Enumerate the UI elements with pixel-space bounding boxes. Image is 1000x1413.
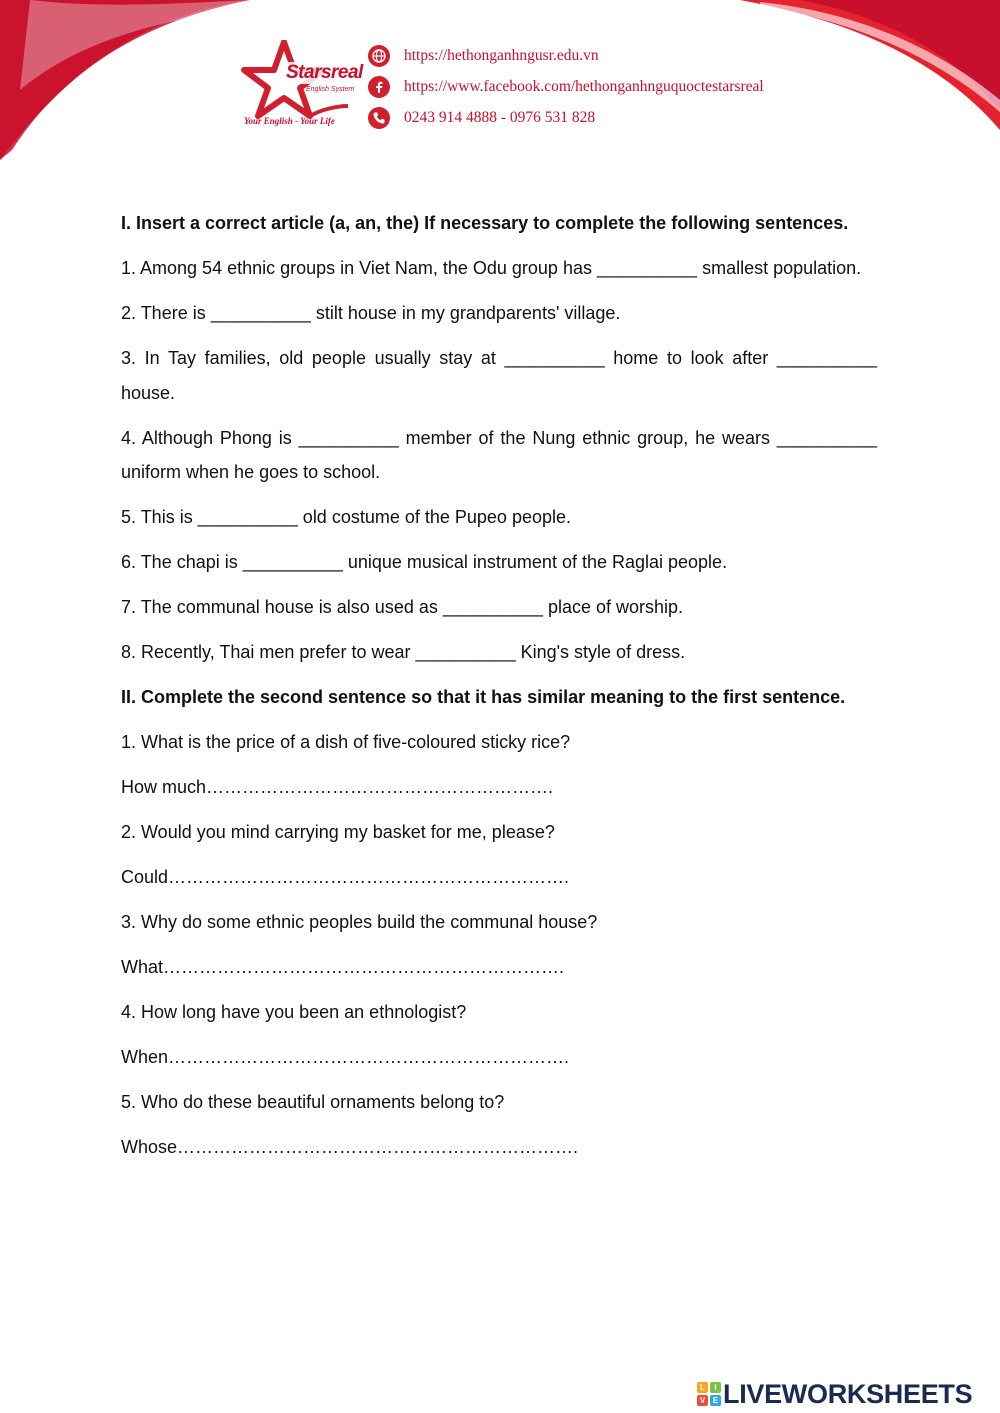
exercise-2-question-1: 1. What is the price of a dish of five-coloured sticky rice? (121, 732, 571, 752)
header-decoration-right (740, 0, 1000, 130)
exercise-2-answer-4[interactable]: When…………………………………………………………. (121, 1047, 570, 1067)
badge-letter: I (710, 1382, 721, 1393)
phone-icon (368, 107, 390, 129)
phone-number[interactable]: 0243 914 4888 - 0976 531 828 (404, 108, 596, 126)
badge-letter: E (710, 1395, 721, 1406)
exercise-2-answer-1[interactable]: How much…………………………………………………. (121, 777, 554, 797)
brand-logo (240, 40, 363, 132)
exercise-2-question-5: 5. Who do these beautiful ornaments belong to? (121, 1092, 505, 1112)
exercise-1-item-8: 8. Recently, Thai men prefer to wear __________ King's style of dress. (121, 642, 686, 662)
liveworksheets-badge-icon (697, 1382, 721, 1406)
brand-tagline: Your English - Your Life (244, 116, 335, 126)
contact-website (368, 40, 764, 71)
exercise-1-item-5: 5. This is __________ old costume of the Pupeo people. (121, 507, 571, 527)
brand-name: Starsreal (286, 62, 363, 83)
brand-subtitle: English System (306, 86, 355, 93)
watermark-text: LIVEWORKSHEETS (723, 1378, 973, 1409)
contact-phone (368, 102, 764, 133)
website-link[interactable]: https://hethonganhngusr.edu.vn (404, 46, 599, 64)
exercise-2-answer-5[interactable]: Whose…………………………………………………………. (121, 1137, 579, 1157)
liveworksheets-watermark (697, 1378, 972, 1410)
facebook-link[interactable]: https://www.facebook.com/hethonganhnguquoctestarsreal (404, 77, 764, 95)
exercise-1-item-4: 4. Although Phong is __________ member of the Nung ethnic group, he wears __________ uniform when he goes to school. (121, 427, 877, 482)
exercise-1-item-1: 1. Among 54 ethnic groups in Viet Nam, the Odu group has __________ smallest population. (121, 258, 862, 278)
badge-letter: L (697, 1382, 708, 1393)
exercise-2-question-2: 2. Would you mind carrying my basket for me, please? (121, 822, 555, 842)
globe-icon (368, 45, 390, 67)
exercise-1-item-6: 6. The chapi is __________ unique musical instrument of the Raglai people. (121, 552, 728, 572)
contact-facebook (368, 71, 764, 102)
exercise-2-question-3: 3. Why do some ethnic peoples build the communal house? (121, 912, 598, 932)
section-1-heading: I. Insert a correct article (a, an, the) If necessary to complete the following sentences. (121, 213, 849, 233)
header-decoration-left (0, 0, 250, 160)
exercise-2-answer-3[interactable]: What…………………………………………………………. (121, 957, 565, 977)
exercise-2-answer-2[interactable]: Could…………………………………………………………. (121, 867, 570, 887)
section-2-heading: II. Complete the second sentence so that it has similar meaning to the first sentence. (121, 687, 846, 707)
badge-letter: V (697, 1395, 708, 1406)
exercise-1-item-3: 3. In Tay families, old people usually stay at __________ home to look after __________ house. (121, 348, 877, 403)
worksheet-content (121, 206, 877, 1175)
exercise-2-question-4: 4. How long have you been an ethnologist? (121, 1002, 467, 1022)
contact-list (368, 40, 764, 133)
exercise-1-item-7: 7. The communal house is also used as __________ place of worship. (121, 597, 684, 617)
facebook-icon (368, 76, 390, 98)
exercise-1-item-2: 2. There is __________ stilt house in my grandparents' village. (121, 303, 621, 323)
